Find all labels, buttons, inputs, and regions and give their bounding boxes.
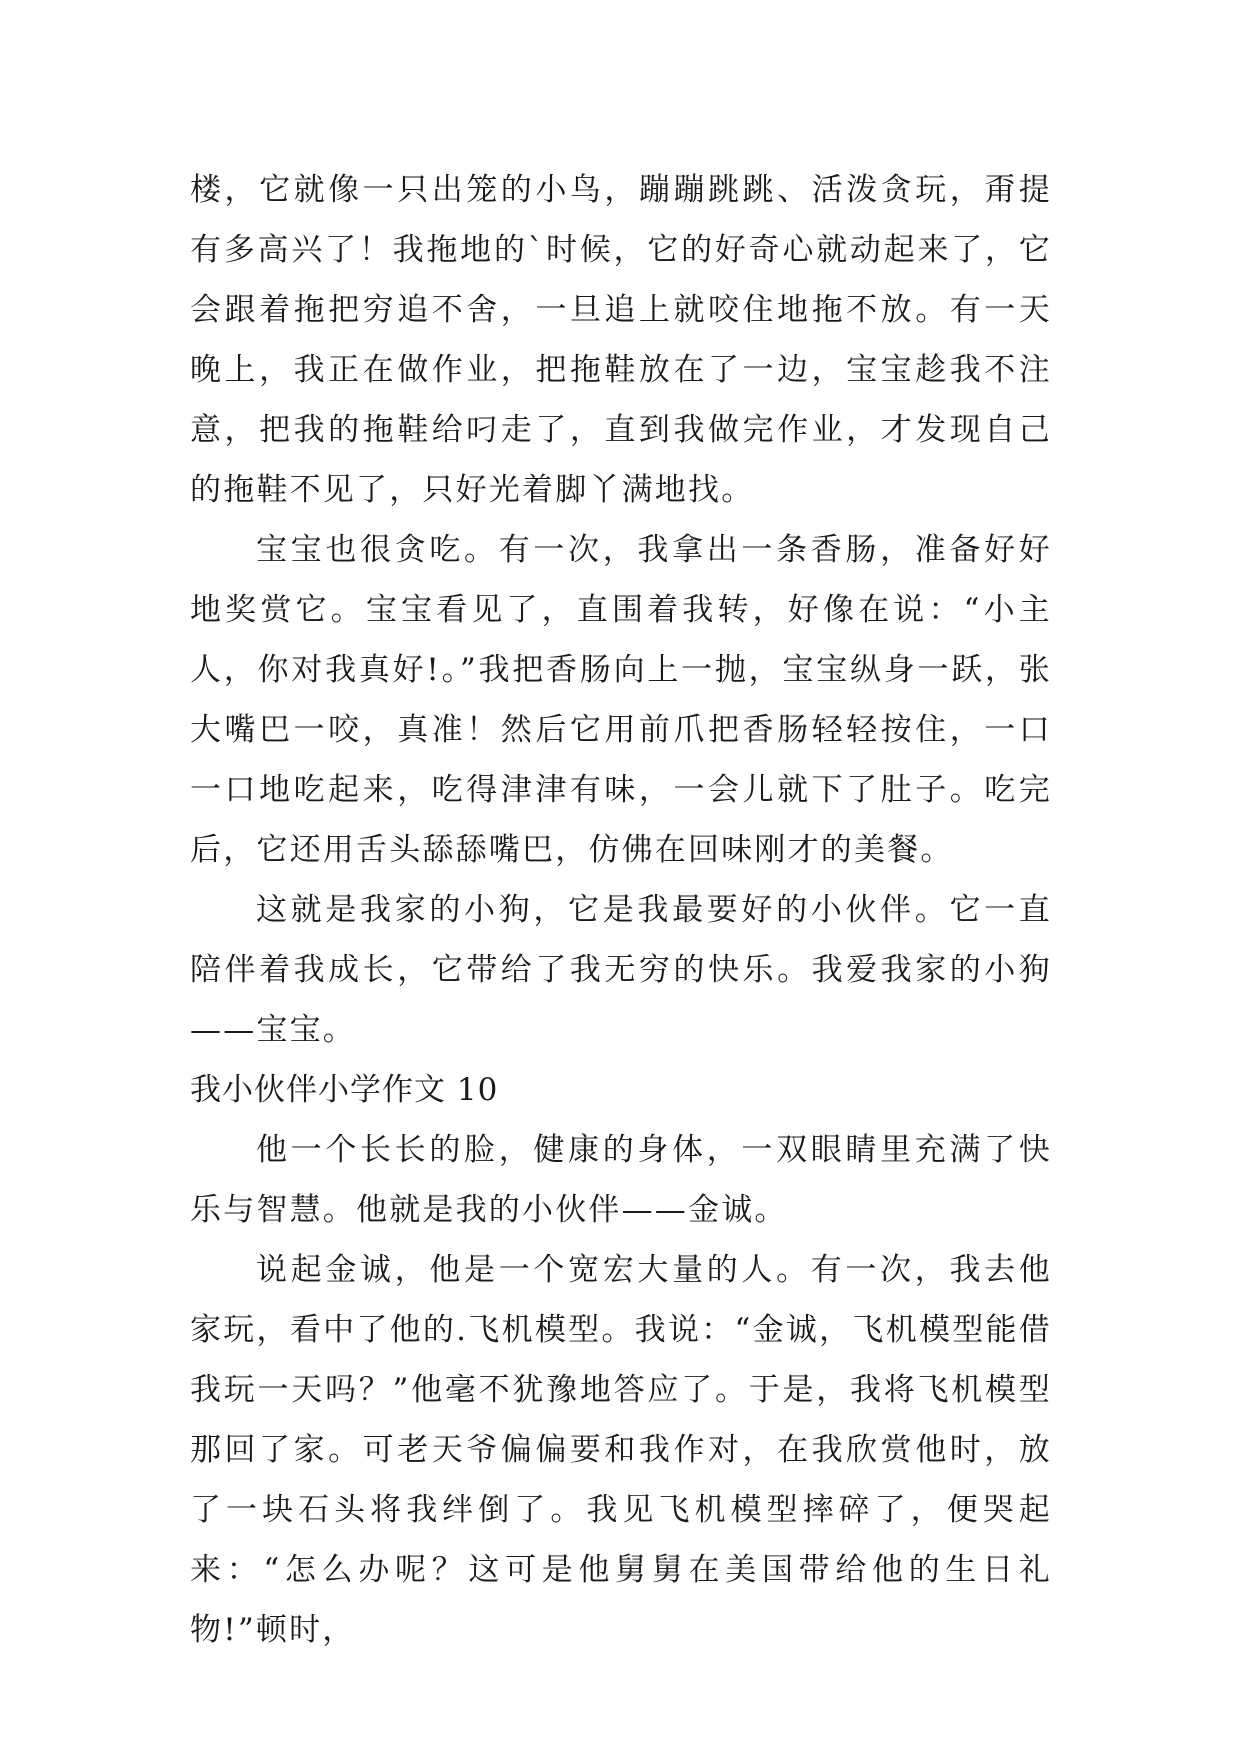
paragraph-friend-intro: 他一个长长的脸，健康的身体，一双眼睛里充满了快乐与智慧。他就是我的小伙伴——金诚。 <box>190 1132 1052 1228</box>
essay-heading: 我小伙伴小学作文 10 <box>190 1072 499 1108</box>
paragraph-greedy-dog: 宝宝也很贪吃。有一次，我拿出一条香肠，准备好好地奖赏它。宝宝看见了，直围着我转，好像在说：“小主人，你对我真好!。”我把香肠向上一抛，宝宝纵身一跃，张大嘴巴一咬，真准！然后它用前爪把香肠轻轻按住，一口一口地吃起来，吃得津津有味，一会儿就下了肚子。吃完后，它还用舌头舔舔嘴巴，仿佛在回味刚才的美餐。 <box>190 532 1052 868</box>
document-body <box>190 160 1052 1660</box>
paragraph-dog-conclusion: 这就是我家的小狗，它是我最要好的小伙伴。它一直陪伴着我成长，它带给了我无穷的快乐。我爱我家的小狗——宝宝。 <box>190 892 1052 1048</box>
paragraph-airplane-model: 说起金诚，他是一个宽宏大量的人。有一次，我去他家玩，看中了他的.飞机模型。我说：“金诚，飞机模型能借我玩一天吗？”他毫不犹豫地答应了。于是，我将飞机模型那回了家。可老天爷偏偏要和我作对，在我欣赏他时，放了一块石头将我绊倒了。我见飞机模型摔碎了，便哭起来：“怎么办呢？这可是他舅舅在美国带给他的生日礼物!”顿时， <box>190 1252 1052 1648</box>
paragraph-continued: 楼，它就像一只出笼的小鸟，蹦蹦跳跳、活泼贪玩，甭提有多高兴了！我拖地的`时候，它的好奇心就动起来了，它会跟着拖把穷追不舍，一旦追上就咬住地拖不放。有一天晚上，我正在做作业，把拖鞋放在了一边，宝宝趁我不注意，把我的拖鞋给叼走了，直到我做完作业，才发现自己的拖鞋不见了，只好光着脚丫满地找。 <box>190 172 1052 508</box>
